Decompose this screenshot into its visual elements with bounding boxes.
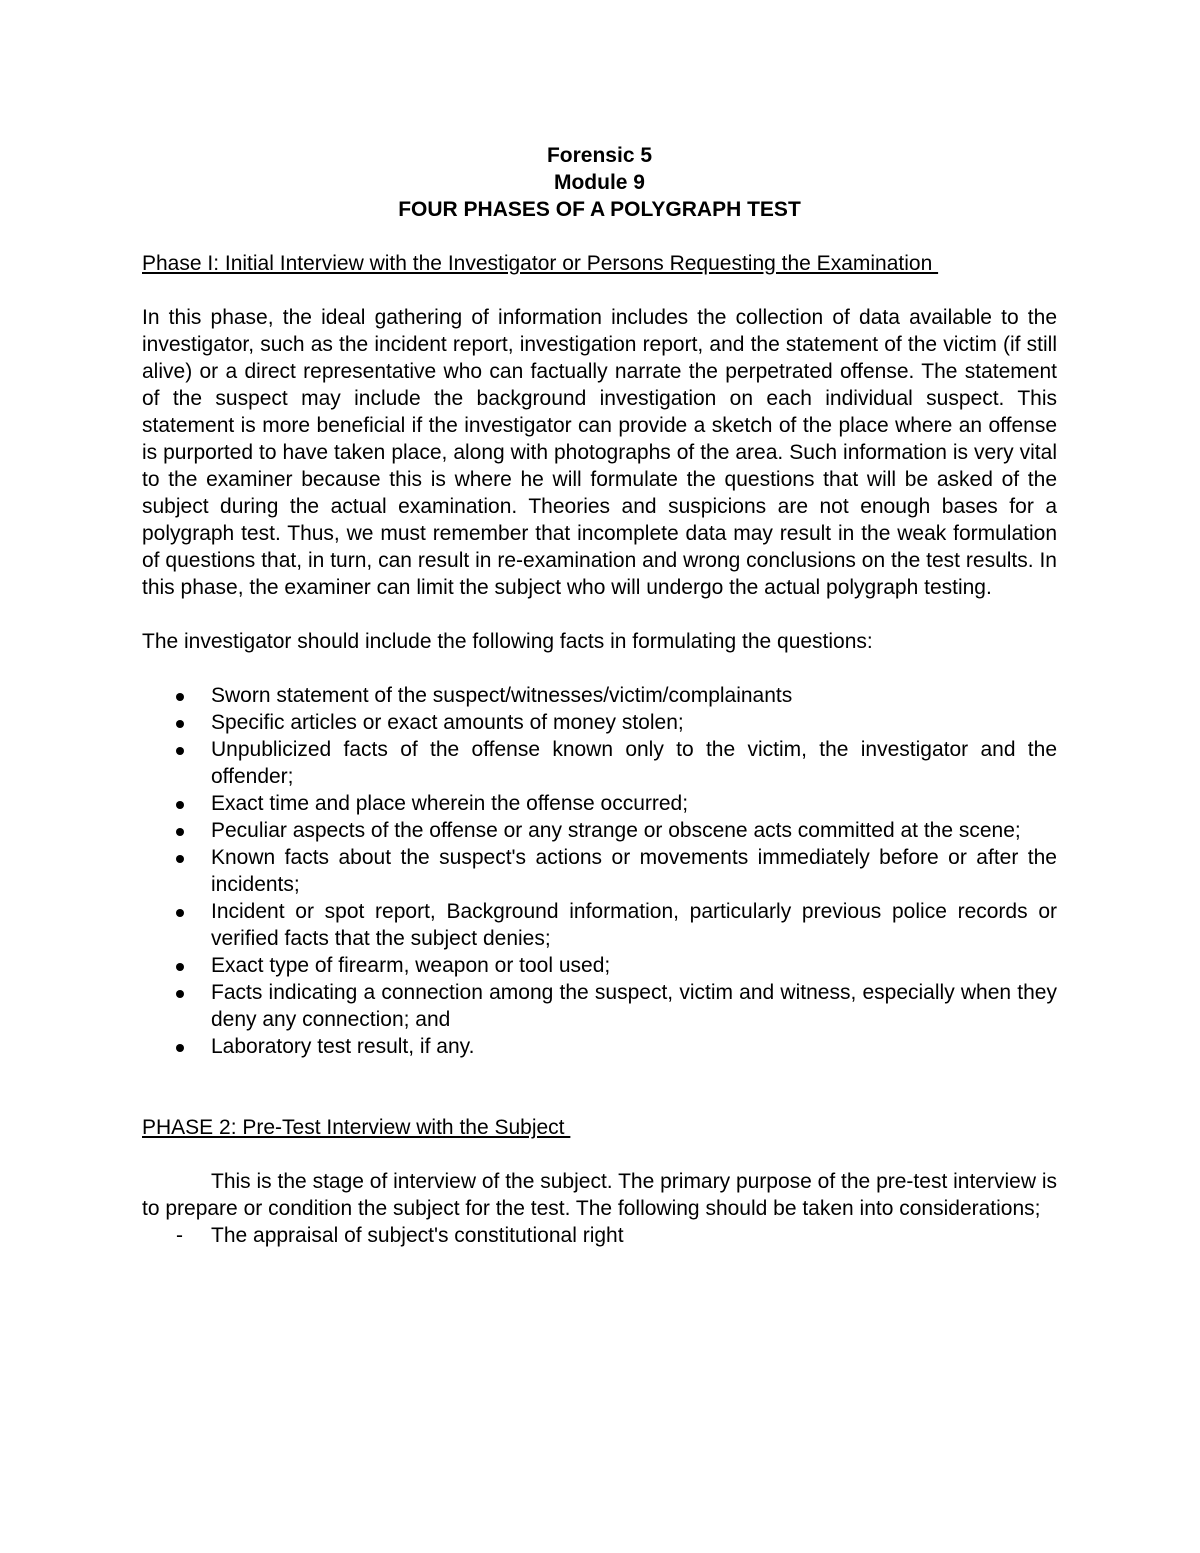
phase1-paragraph: In this phase, the ideal gathering of information includes the collection of data available to the investigator, such as the incident report, investigation report, and the statement of the victim (if still alive) or a direct representative who can factually narrate the perpetrated offense. The statement of the suspect may include the background investigation on each individual suspect. This statement is more beneficial if the investigator can provide a sketch of the place where an offense is purported to have taken place, along with photographs of the area. Such information is very vital to the examiner because this is where he will formulate the questions that will be asked of the subject during the actual examination. Theories and suspicions are not enough bases for a polygraph test. Thus, we must remember that incomplete data may result in the weak formulation of questions that, in turn, can result in re-examination and wrong conclusions on the test results. In this phase, the examiner can limit the subject who will undergo the actual polygraph testing.	[142, 306, 1057, 599]
list-item-text: The appraisal of subject's constitutional right	[211, 1224, 624, 1247]
list-item	[142, 1222, 1057, 1249]
phase2-heading: PHASE 2: Pre-Test Interview with the Subject	[142, 1116, 571, 1139]
bullet-icon	[176, 990, 184, 998]
bullet-icon	[176, 963, 184, 971]
document-page	[142, 142, 1057, 1249]
list-item-text: Incident or spot report, Background information, particularly previous police records or verified facts that the subject denies;	[211, 900, 1057, 950]
document-title: FOUR PHASES OF A POLYGRAPH TEST	[398, 198, 801, 221]
phase2-paragraph: This is the stage of interview of the subject. The primary purpose of the pre-test interview is to prepare or condition the subject for the test. The following should be taken into considerations;	[142, 1170, 1057, 1220]
list-item	[142, 1033, 1057, 1060]
bullet-icon	[176, 1044, 184, 1052]
list-item-text: Sworn statement of the suspect/witnesses/victim/complainants	[211, 684, 793, 707]
bullet-icon	[176, 828, 184, 836]
list-item-text: Laboratory test result, if any.	[211, 1035, 475, 1058]
course-title: Forensic 5	[546, 144, 653, 167]
module-title: Module 9	[553, 171, 645, 194]
dash-icon: -	[176, 1224, 183, 1247]
list-item-text: Facts indicating a connection among the suspect, victim and witness, especially when they deny any connection; and	[211, 981, 1057, 1031]
list-item	[142, 844, 1057, 898]
list-item	[142, 709, 1057, 736]
phase1-fact-list	[142, 682, 1057, 1060]
phase1-heading: Phase I: Initial Interview with the Investigator or Persons Requesting the Examination	[142, 252, 939, 275]
list-item-text: Known facts about the suspect's actions or movements immediately before or after the incidents;	[211, 846, 1057, 896]
list-item-text: Exact type of firearm, weapon or tool used;	[211, 954, 611, 977]
list-item-text: Peculiar aspects of the offense or any strange or obscene acts committed at the scene;	[211, 819, 1021, 842]
list-item-text: Exact time and place wherein the offense occurred;	[211, 792, 689, 815]
phase1-intro: The investigator should include the following facts in formulating the questions:	[142, 630, 873, 653]
bullet-icon	[176, 720, 184, 728]
list-item	[142, 682, 1057, 709]
bullet-icon	[176, 693, 184, 701]
list-item-text: Unpublicized facts of the offense known only to the victim, the investigator and the offender;	[211, 738, 1057, 788]
phase2-consideration-list	[142, 1222, 1057, 1249]
list-item	[142, 952, 1057, 979]
bullet-icon	[176, 747, 184, 755]
list-item-text: Specific articles or exact amounts of money stolen;	[211, 711, 684, 734]
bullet-icon	[176, 801, 184, 809]
list-item	[142, 979, 1057, 1033]
list-item	[142, 817, 1057, 844]
list-item	[142, 790, 1057, 817]
bullet-icon	[176, 909, 184, 917]
title-block	[142, 142, 1057, 223]
list-item	[142, 736, 1057, 790]
bullet-icon	[176, 855, 184, 863]
list-item	[142, 898, 1057, 952]
